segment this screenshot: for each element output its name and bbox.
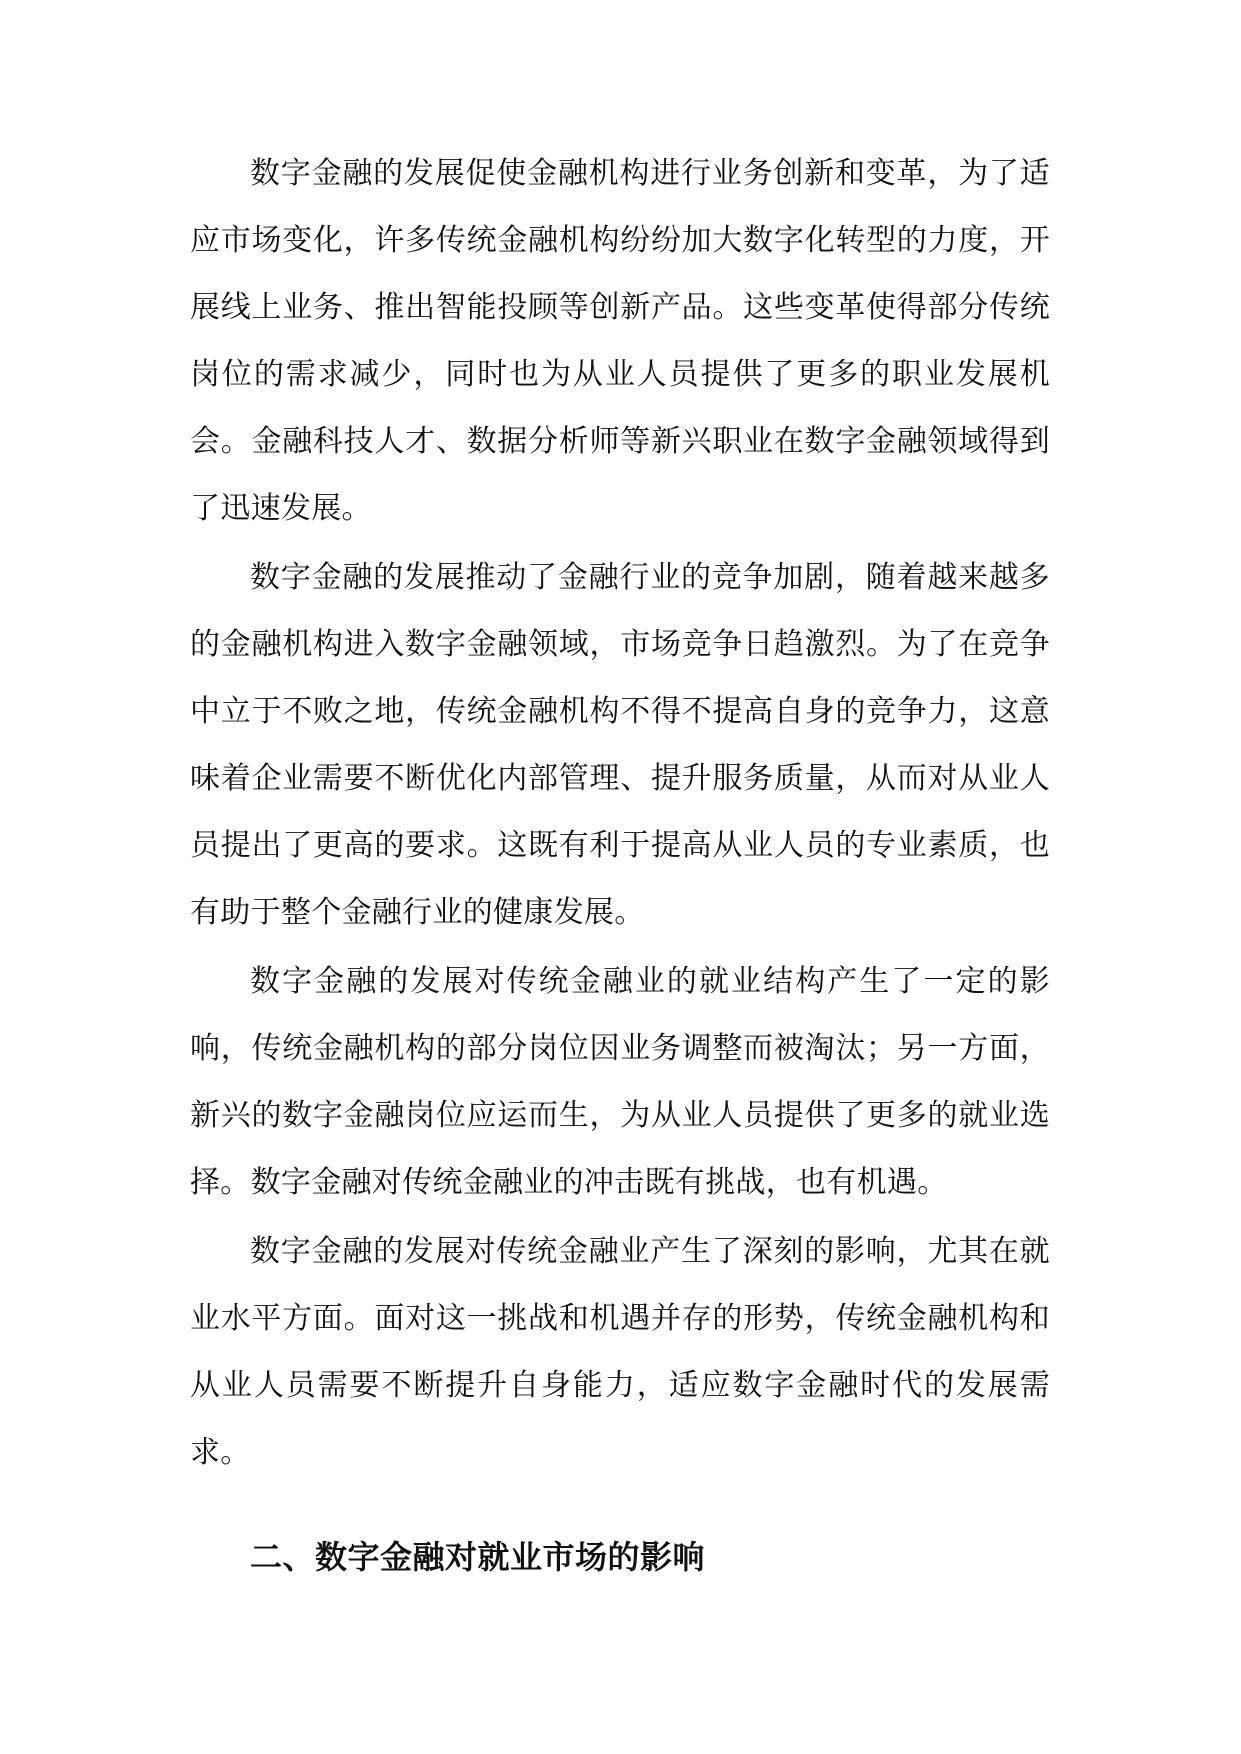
section-heading: 二、数字金融对就业市场的影响 [250, 1538, 706, 1576]
body-paragraph: 数字金融的发展对传统金融业的就业结构产生了一定的影响，传统金融机构的部分岗位因业务调整而被淘汰；另一方面，新兴的数字金融岗位应运而生，为从业人员提供了更多的就业选择。数字金融对传统金融业的冲击既有挑战，也有机遇。 [190, 964, 1050, 1200]
document-body [190, 140, 1050, 1486]
body-paragraph: 数字金融的发展对传统金融业产生了深刻的影响，尤其在就业水平方面。面对这一挑战和机遇并存的形势，传统金融机构和从业人员需要不断提升自身能力，适应数字金融时代的发展需求。 [190, 1234, 1050, 1470]
body-paragraph: 数字金融的发展促使金融机构进行业务创新和变革，为了适应市场变化，许多传统金融机构纷纷加大数字化转型的力度，开展线上业务、推出智能投顾等创新产品。这些变革使得部分传统岗位的需求减少，同时也为从业人员提供了更多的职业发展机会。金融科技人才、数据分析师等新兴职业在数字金融领域得到了迅速发展。 [190, 156, 1050, 526]
body-paragraph: 数字金融的发展推动了金融行业的竞争加剧，随着越来越多的金融机构进入数字金融领域，市场竞争日趋激烈。为了在竞争中立于不败之地，传统金融机构不得不提高自身的竞争力，这意味着企业需要不断优化内部管理、提升服务质量，从而对从业人员提出了更高的要求。这既有利于提高从业人员的专业素质，也有助于整个金融行业的健康发展。 [190, 560, 1050, 930]
